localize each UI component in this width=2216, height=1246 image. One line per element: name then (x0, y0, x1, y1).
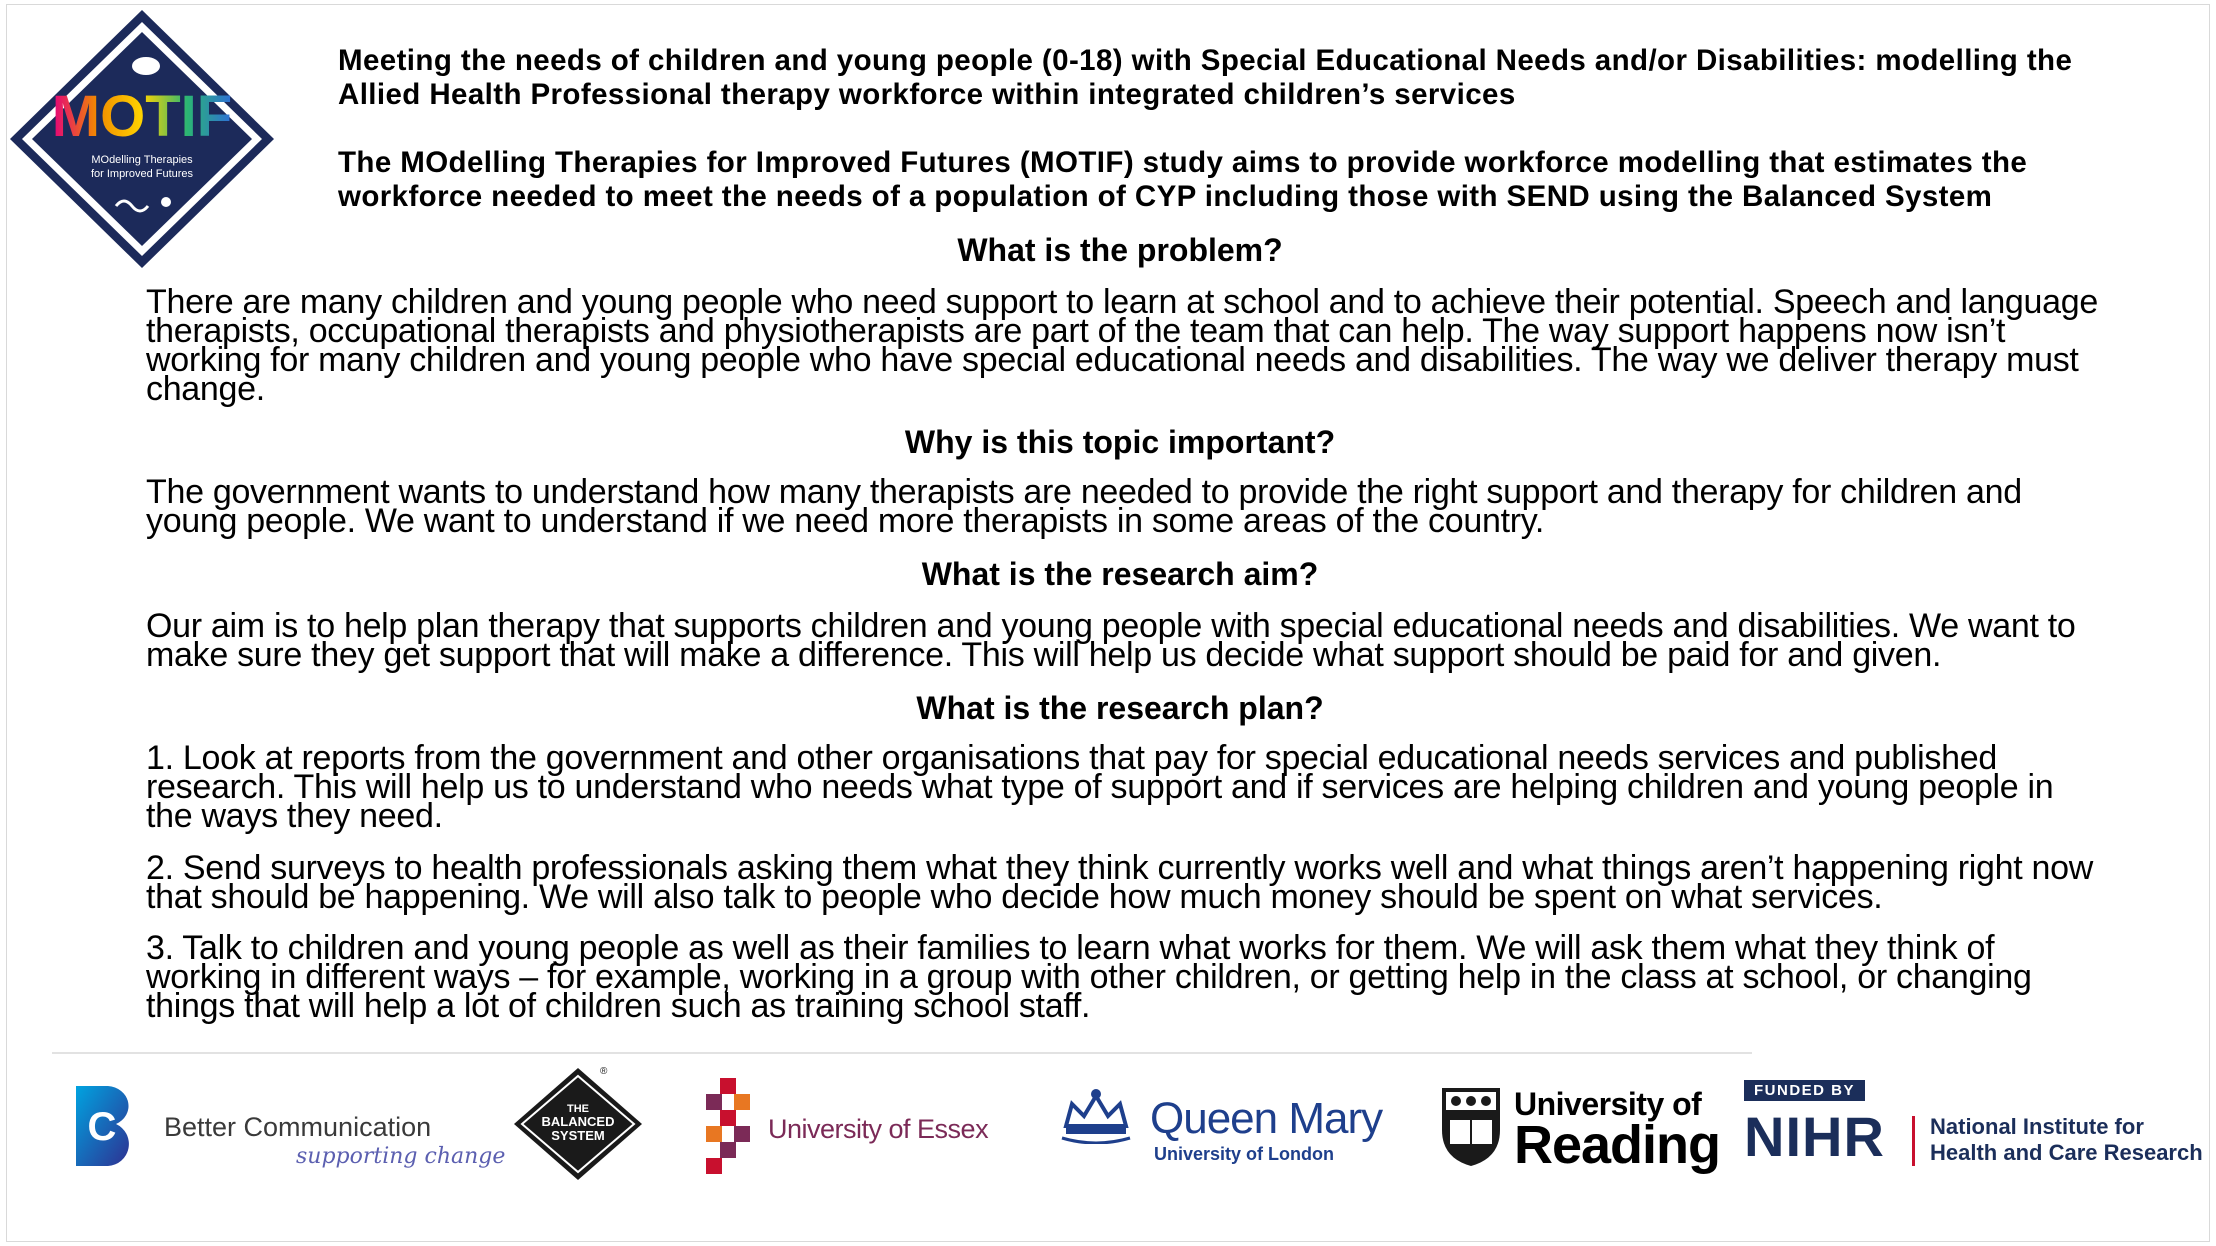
nihr-logo (1744, 1080, 2204, 1180)
better-communication-logo (70, 1082, 506, 1172)
header (338, 44, 2138, 214)
importance-heading: Why is this topic important? (904, 424, 1336, 460)
svg-text:MOdelling Therapies: MOdelling Therapies (91, 154, 193, 166)
svg-text:SYSTEM: SYSTEM (551, 1128, 605, 1143)
svg-text:®: ® (600, 1066, 608, 1077)
better-communication-name: Better Communication (164, 1112, 432, 1142)
problem-heading: What is the problem? (957, 232, 1283, 268)
aim-heading: What is the research aim? (921, 556, 1319, 592)
footer-divider (52, 1052, 1752, 1054)
svg-text:C: C (87, 1105, 117, 1149)
svg-text:MOTIF: MOTIF (51, 84, 233, 149)
funded-by-label: FUNDED BY (1744, 1080, 1865, 1101)
nihr-name-line-1: National Institute for (1930, 1114, 2144, 1139)
svg-text:THE: THE (567, 1103, 589, 1115)
queen-mary-logo (1058, 1086, 1388, 1176)
balanced-system-logo (508, 1062, 648, 1186)
svg-text:for Improved Futures: for Improved Futures (90, 168, 194, 180)
nihr-wordmark: NIHR (1744, 1105, 1885, 1168)
crown-icon (1058, 1086, 1134, 1144)
svg-text:BALANCED: BALANCED (541, 1114, 615, 1129)
plan-step-1: 1. Look at reports from the government and other organisations that pay for special educational needs services and published research. This will help us to understand who needs what type of support and if services are helping children and young people in the ways they need. (146, 739, 2054, 835)
better-communication-tagline: supporting change (296, 1144, 506, 1169)
university-of-essex-logo (706, 1078, 1006, 1176)
reading-line-2: Reading (1514, 1115, 1721, 1175)
queen-mary-subtitle: University of London (1154, 1144, 1334, 1164)
university-of-reading-logo (1440, 1086, 1721, 1175)
reading-crest-icon (1440, 1086, 1502, 1168)
plan-step-2: 2. Send surveys to health professionals asking them what they think currently works well and what things aren’t happening right now that should be happening. We will also talk to people who decide how much money should be spent on what services. (146, 849, 2094, 916)
essex-name: University of Essex (768, 1114, 989, 1144)
nihr-name-line-2: Health and Care Research (1930, 1140, 2203, 1165)
nihr-divider (1912, 1116, 1915, 1166)
reading-line-1: University of (1514, 1086, 1702, 1122)
study-aim-summary: The MOdelling Therapies for Improved Futures (MOTIF) study aims to provide workforce modelling that estimates the workforce needed to meet the needs of a population of CYP including those with SEND using the Balanced System (338, 146, 2028, 213)
essex-mark-icon (706, 1078, 752, 1176)
plan-step-3: 3. Talk to children and young people as well as their families to learn what works for them. We will ask them what they think of working in different ways – for example, working in a group with other children, or getting help in the class at school, or changing things that will help a lot of children such as training school staff. (146, 929, 2032, 1025)
plan-heading: What is the research plan? (916, 690, 1324, 726)
queen-mary-name: Queen Mary (1150, 1094, 1383, 1143)
importance-text: The government wants to understand how many therapists are needed to provide the right support and therapy for children and young people. We want to understand if we need more therapists in some areas of the country. (146, 473, 2022, 540)
poster-title: Meeting the needs of children and young people (0-18) with Special Educational Needs and/or Disabilities: modelling the Allied Health Professional therapy workforce within integrated children’s services (338, 44, 2073, 111)
better-communication-mark-icon (70, 1082, 136, 1168)
aim-text: Our aim is to help plan therapy that supports children and young people with special educational needs and disabilities. We want to make sure they get support that will make a difference. This will help us decide what support should be paid for and given. (146, 607, 2076, 674)
problem-text: There are many children and young people who need support to learn at school and to achieve their potential. Speech and language therapists, occupational therapists and physiotherapists are part of the team that can help. The way support happens now isn’t working for many children and young people who have special educational needs and disabilities. The way we deliver therapy must change. (146, 283, 2098, 408)
